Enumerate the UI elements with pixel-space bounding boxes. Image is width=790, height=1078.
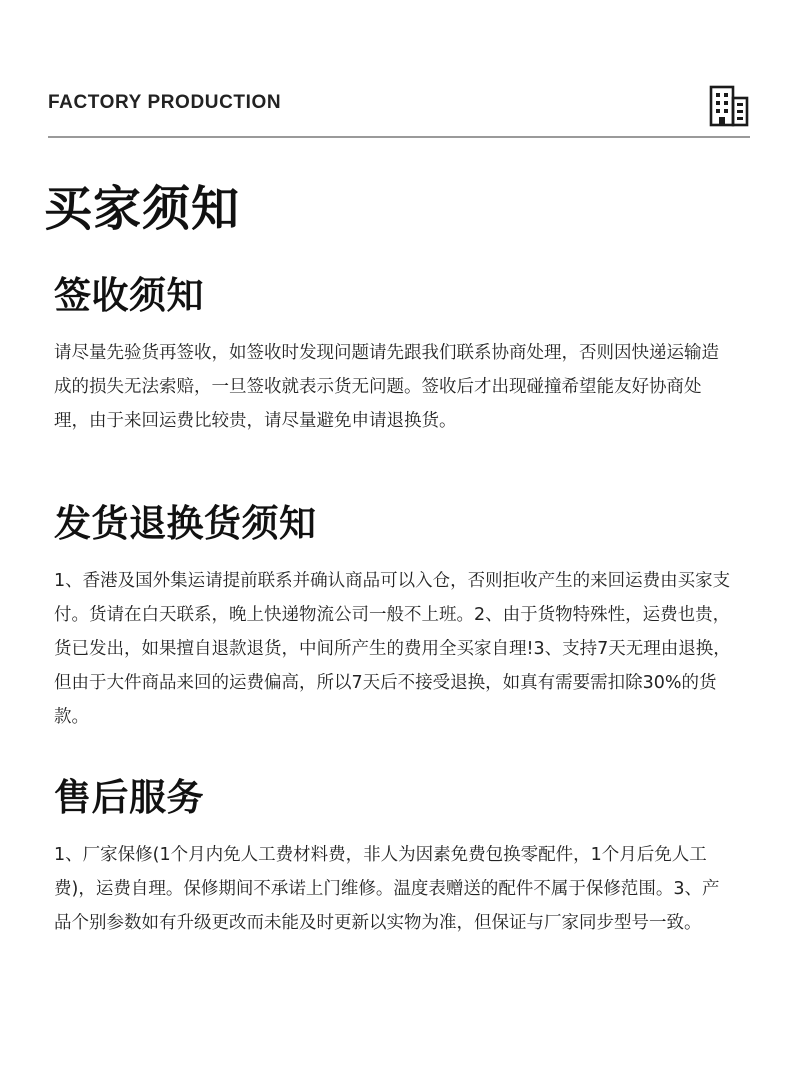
section-heading: 发货退换货须知 xyxy=(54,502,317,545)
section-heading: 签收须知 xyxy=(54,274,204,317)
section-signing-notice xyxy=(54,274,734,438)
header-label: FACTORY PRODUCTION xyxy=(48,92,282,113)
section-heading: 售后服务 xyxy=(54,776,204,819)
section-body: 请尽量先验货再签收，如签收时发现问题请先跟我们联系协商处理，否则因快递运输造成的损失无法索赔，一旦签收就表示货无问题。签收后才出现碰撞希望能友好协商处理，由于来回运费比较贵，请尽量避免申请退换货。 xyxy=(54,343,719,432)
building-icon xyxy=(708,84,750,128)
page-title: 买家须知 xyxy=(44,181,241,237)
section-body: 1、厂家保修(1个月内免人工费材料费，非人为因素免费包换零配件，1个月后免人工费)，运费自理。保修期间不承诺上门维修。温度表赠送的配件不属于保修范围。3、产品个别参数如有升级更改而未能及时更新以实物为准，但保证与厂家同步型号一致。 xyxy=(54,845,720,934)
section-body: 1、香港及国外集运请提前联系并确认商品可以入仓，否则拒收产生的来回运费由买家支付。货请在白天联系，晚上快递物流公司一般不上班。2、由于货物特殊性，运费也贵，货已发出，如果擅自退款退货，中间所产生的费用全买家自理!3、支持7天无理由退换，但由于大件商品来回的运费偏高，所以7天后不接受退换，如真有需要需扣除30%的货款。 xyxy=(54,571,731,728)
page-header xyxy=(48,84,750,138)
section-shipping-return-notice xyxy=(54,502,734,734)
section-after-sales-service xyxy=(54,776,734,940)
